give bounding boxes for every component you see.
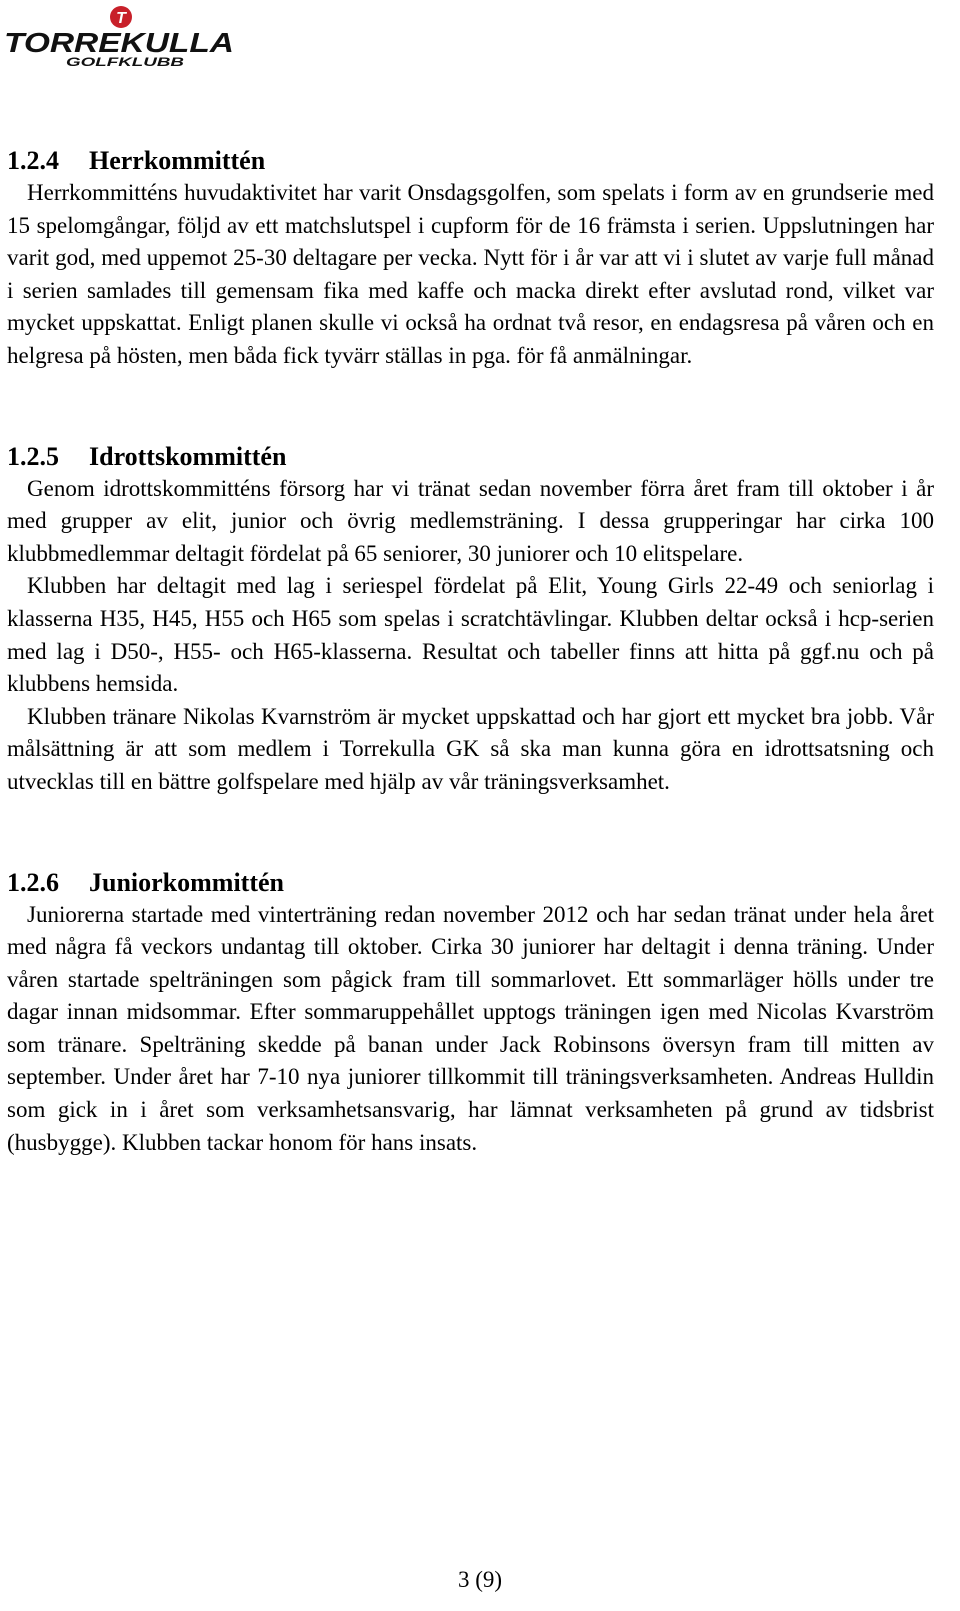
section-idrottskommitten: [7, 436, 934, 799]
logo-emblem-letter: T: [116, 10, 126, 27]
document-body: [7, 140, 934, 1159]
section-heading: [7, 140, 934, 177]
logo-subtitle: GOLFKLUBB: [66, 55, 185, 69]
section-number: 1.2.5: [7, 441, 59, 471]
section-paragraph: Klubben tränare Nikolas Kvarnström är mycket uppskattad och har gjort ett mycket bra jobb. Vår målsättning är att som medlem i Torrekulla GK så ska man kunna göra en idrottsatsning och utvecklas till en bättre golfspelare med hjälp av vår träningsverksamhet.: [7, 703, 934, 794]
torrekulla-logo-graphic: [4, 4, 244, 70]
section-heading: [7, 862, 934, 899]
section-title: Idrottskommittén: [89, 441, 287, 471]
section-heading: [7, 436, 934, 473]
section-paragraph: Juniorerna startade med vinterträning redan november 2012 och har sedan tränat under hela året med några få veckors undantag till oktober. Cirka 30 juniorer har deltagit i denna träning. Under våren startade spelträningen som pågick fram till sommarlovet. Ett sommarläger hölls under tre dagar innan midsommar. Efter sommaruppehållet upptogs träningen igen med Nicolas Kvarström som tränare. Spelträning skedde på banan under Jack Robinsons översyn fram till mitten av september. Under året har 7-10 nya juniorer tillkommit till träningsverksamheten. Andreas Hulldin som gick in i året som verksamhetsansvarig, har lämnat verksamheten på grund av tidsbrist (husbygge). Klubben tackar honom för hans insats.: [7, 901, 934, 1155]
section-number: 1.2.6: [7, 867, 59, 897]
logo-wordmark: TORREKULLA: [4, 27, 234, 58]
section-paragraph: Klubben har deltagit med lag i seriespel fördelat på Elit, Young Girls 22-49 och seniorlag i klasserna H35, H45, H55 och H65 som spelas i scratchtävlingar. Klubben deltar också i hcp-serien med lag i D50-, H55- och H65-klasserna. Resultat och tabeller finns att hitta på ggf.nu och på klubbens hemsida.: [7, 573, 934, 697]
section-title: Herrkommittén: [89, 146, 266, 175]
section-number: 1.2.4: [7, 146, 59, 175]
page-number: 3 (9): [457, 1567, 503, 1592]
club-logo: [4, 4, 244, 70]
section-paragraph: Genom idrottskommitténs försorg har vi tränat sedan november förra året fram till oktober i år med grupper av elit, junior och övrig medlemsträning. I dessa grupperingar har cirka 100 klubbmedlemmar deltagit fördelat på 65 seniorer, 30 juniorer och 10 elitspelare.: [7, 475, 934, 566]
section-paragraph: Herrkommitténs huvudaktivitet har varit Onsdagsgolfen, som spelats i form av en grundserie med 15 spelomgångar, följd av ett matchslutspel i cupform för de 16 främsta i serien. Uppslutningen har varit god, med uppemot 25-30 deltagare per vecka. Nytt för i år var att vi i slutet av varje full månad i serien samlades till gemensam fika med kaffe och macka direkt efter avslutad rond, vilket var mycket uppskattat. Enligt planen skulle vi också ha ordnat två resor, en endagsresa på våren och en helgresa på hösten, men båda fick tyvärr ställas in pga. för få anmälningar.: [7, 180, 934, 368]
section-herrkommitten: [7, 140, 934, 373]
section-juniorkommitten: [7, 862, 934, 1160]
section-title: Juniorkommittén: [89, 867, 284, 897]
